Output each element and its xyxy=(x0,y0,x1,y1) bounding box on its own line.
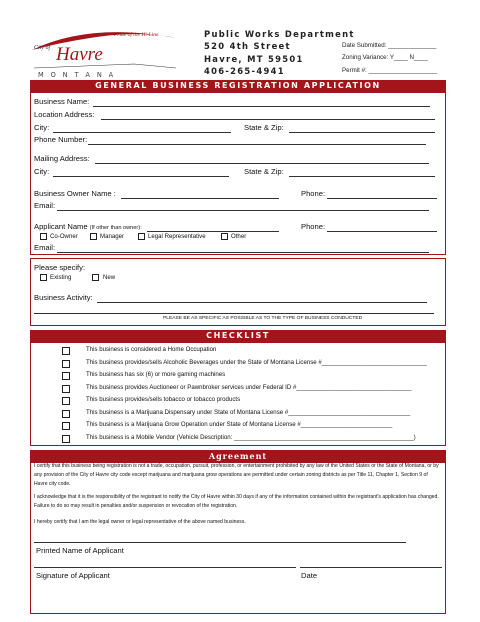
role-other-checkbox[interactable] xyxy=(221,233,228,240)
checklist-checkbox-tobacco[interactable] xyxy=(62,397,70,405)
checklist-item-auctioneer-pawnbroker: This business provides Auctioneer or Pawnbroker services under Federal ID #__________________________________ xyxy=(86,384,412,391)
department-name: Public Works Department xyxy=(204,29,355,39)
logo-state: M O N T A N A xyxy=(38,71,116,79)
checklist-item-marijuana-dispensary: This business is a Marijuana Dispensary under State of Montana License #____________________________________ xyxy=(86,409,411,416)
business-type-box xyxy=(30,258,446,326)
agreement-title: Agreement xyxy=(30,450,446,462)
owner-email-line[interactable] xyxy=(57,210,429,211)
role-other-label: Other xyxy=(231,233,247,240)
checklist-item-alcoholic-beverages: This business provides/sells Alcoholic Beverages under the State of Montana License #_______________________________ xyxy=(86,359,427,366)
zoning-variance-field[interactable]: Zoning Variance: Y____ N____ xyxy=(342,54,428,62)
owner-phone-line[interactable] xyxy=(327,198,437,199)
checklist-checkbox-auctioneer-pawnbroker[interactable] xyxy=(62,385,70,393)
owner-name-label: Business Owner Name : xyxy=(34,189,116,198)
phone-number-line[interactable] xyxy=(88,144,426,145)
state-zip-line-2[interactable] xyxy=(289,176,435,177)
permit-number-field[interactable]: Permit #: ____________________ xyxy=(342,66,438,74)
applicant-email-label: Email: xyxy=(34,243,56,252)
checklist-checkbox-mobile-vendor[interactable] xyxy=(62,435,70,443)
department-city-state: Havre, MT 59501 xyxy=(204,53,304,64)
business-activity-line[interactable] xyxy=(97,302,427,303)
applicant-info-box xyxy=(30,92,446,255)
new-label: New xyxy=(103,274,116,281)
role-manager-label: Manager xyxy=(100,233,125,240)
existing-label: Existing xyxy=(50,274,72,281)
checklist-checkbox-marijuana-dispensary[interactable] xyxy=(62,410,70,418)
checklist-item-gaming-machines: This business has six (6) or more gaming machines xyxy=(86,371,226,378)
applicant-name-note: (If other than owner): xyxy=(89,225,142,231)
business-activity-label: Business Activity: xyxy=(34,293,93,302)
checklist-checkbox-home-occupation[interactable] xyxy=(62,347,70,355)
signature-line[interactable] xyxy=(34,567,296,568)
logo-city-of: City of xyxy=(34,45,51,51)
please-specify-label: Please specify: xyxy=(34,263,86,272)
role-manager-checkbox[interactable] xyxy=(90,233,97,240)
role-co-owner-label: Co-Owner xyxy=(50,233,78,240)
department-street: 520 4th Street xyxy=(204,41,291,52)
checklist-item-mobile-vendor: This business is a Mobile Vendor (Vehicle Description: _____________________________________________________) xyxy=(86,434,416,441)
checklist-item-home-occupation: This business is considered a Home Occupation xyxy=(86,346,217,353)
business-activity-note: PLEASE BE AS SPECIFIC AS POSSIBLE AS TO THE TYPE OF BUSINESS CONDUCTED xyxy=(163,316,363,321)
printed-name-line[interactable] xyxy=(34,542,406,543)
city-line-2[interactable] xyxy=(53,176,229,177)
owner-email-label: Email: xyxy=(34,201,56,210)
owner-name-line[interactable] xyxy=(121,198,279,199)
owner-phone-label: Phone: xyxy=(301,189,326,198)
role-legal-representative-label: Legal Representative xyxy=(148,233,206,240)
date-submitted-field[interactable]: Date Submitted: ______________ xyxy=(342,42,437,49)
applicant-name-label xyxy=(34,222,142,231)
applicant-phone-line[interactable] xyxy=(327,231,437,232)
role-legal-representative-checkbox[interactable] xyxy=(138,233,145,240)
checklist-checkbox-alcoholic-beverages[interactable] xyxy=(62,360,70,368)
date-label: Date xyxy=(301,571,318,580)
business-activity-line-2[interactable] xyxy=(34,313,434,314)
applicant-name-line[interactable] xyxy=(147,231,279,232)
city-label: City: xyxy=(34,123,50,132)
office-use-fields xyxy=(342,40,437,77)
business-name-line[interactable] xyxy=(93,106,430,107)
business-name-label: Business Name: xyxy=(34,97,90,106)
city-line[interactable] xyxy=(53,132,231,133)
date-line[interactable] xyxy=(300,567,442,568)
checklist-item-marijuana-grow: This business is a Marijuana Grow Operation under State of Montana License #___________________________ xyxy=(86,421,393,428)
location-address-label: Location Address: xyxy=(34,110,95,119)
applicant-phone-label: Phone: xyxy=(301,222,326,231)
phone-number-label: Phone Number: xyxy=(34,135,88,144)
state-zip-label: State & Zip: xyxy=(244,123,284,132)
new-checkbox[interactable] xyxy=(92,274,99,281)
application-title: GENERAL BUSINESS REGISTRATION APPLICATION xyxy=(30,80,446,92)
existing-checkbox[interactable] xyxy=(40,274,47,281)
role-co-owner-checkbox[interactable] xyxy=(40,233,47,240)
city-of-havre-logo xyxy=(30,28,178,80)
department-address xyxy=(204,28,355,78)
state-zip-line[interactable] xyxy=(289,132,435,133)
checklist-checkbox-marijuana-grow[interactable] xyxy=(62,422,70,430)
agreement-paragraph-2: I acknowledge that it is the responsibility of the registrant to notify the City of Havre within 30 days if any of the information contained within the registrant's application has changed. Failure to do so may result in penalties and/or suspension or revocation of the registration. xyxy=(34,494,439,509)
city-label-2: City: xyxy=(34,167,50,176)
agreement-paragraph-3: I hereby certify that I am the legal owner or legal representative of the above named business. xyxy=(34,519,246,525)
department-phone: 406-265-4941 xyxy=(204,66,285,77)
state-zip-label-2: State & Zip: xyxy=(244,167,284,176)
checklist-box xyxy=(30,342,446,446)
printed-name-label: Printed Name of Applicant xyxy=(36,546,124,555)
location-address-line[interactable] xyxy=(101,119,435,120)
checklist-checkbox-gaming-machines[interactable] xyxy=(62,372,70,380)
logo-tagline: Pride of the Hi-Line xyxy=(114,32,159,38)
mailing-address-line[interactable] xyxy=(95,163,429,164)
checklist-title: CHECKLIST xyxy=(30,330,446,342)
logo-name: Havre xyxy=(56,44,103,65)
checklist-item-tobacco: This business provides/sells tobacco or tobacco products xyxy=(86,396,241,403)
applicant-email-line[interactable] xyxy=(57,252,429,253)
agreement-paragraph-1: I certify that this business being registration is not a trade, occupation, pursuit, profession, or entertainment prohibited by any law of the United States or the State of Montana, or by any provision of the City of Havre city code except marijuana and marijuana grow operations are permitted under certain zoning districts as per Title 11, Chapter 1, Section 9 of Havre city code. xyxy=(34,463,439,487)
applicant-name-text: Applicant Name xyxy=(34,222,88,231)
mailing-address-label: Mailing Address: xyxy=(34,154,90,163)
signature-label: Signature of Applicant xyxy=(36,571,110,580)
